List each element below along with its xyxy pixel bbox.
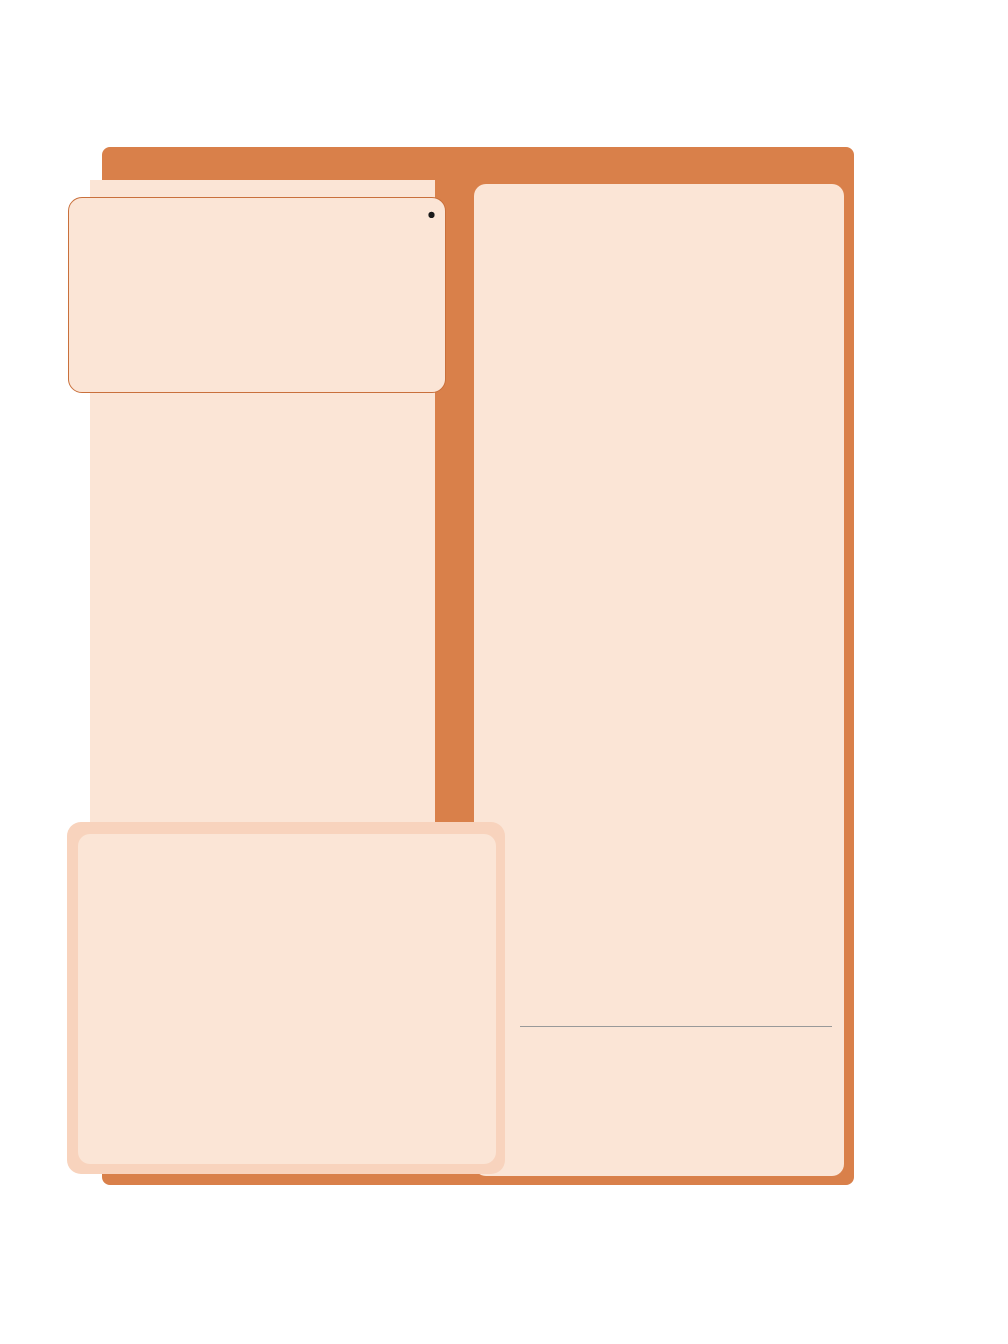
rights-box: [68, 197, 446, 393]
edition-panel: [474, 184, 844, 1176]
team-row: [100, 948, 470, 982]
team-row: [100, 1108, 470, 1142]
vine-decoration-right: [918, 62, 958, 712]
team-row: [100, 1034, 470, 1068]
team-row: [100, 900, 470, 934]
divider: [520, 1026, 832, 1027]
team-row: [100, 988, 470, 1022]
asterisk-decoration: [870, 1030, 930, 1250]
team-row: [100, 1072, 470, 1106]
vine-decoration-top: [500, 58, 940, 92]
